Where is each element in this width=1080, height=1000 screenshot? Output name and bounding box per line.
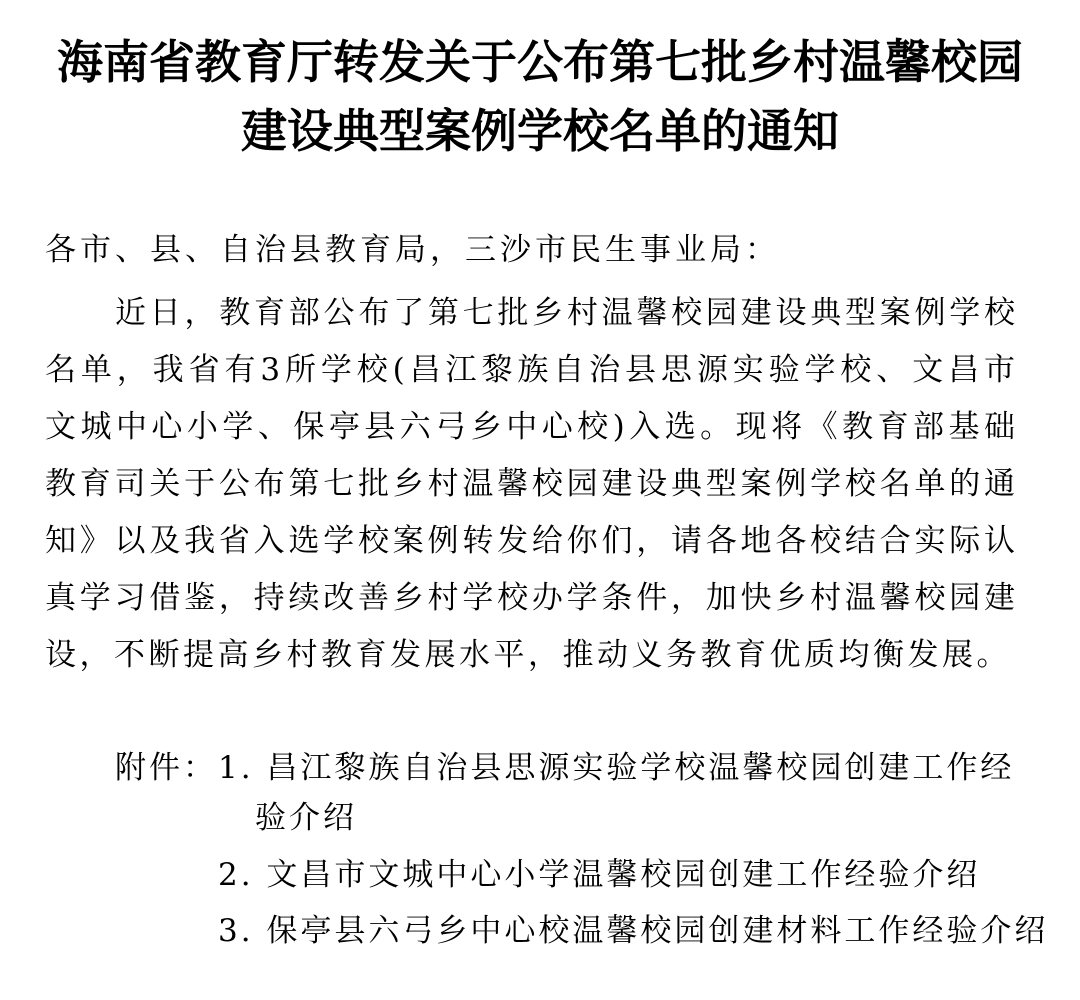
paragraph-line: 近日，教育部公布了第七批乡村温馨校园建设典型案例学校 <box>115 295 1015 331</box>
paragraph-line: 知》以及我省入选学校案例转发给你们，请各地各校结合实际认 <box>45 523 1015 559</box>
paragraph-line: 名单，我省有3所学校(昌江黎族自治县思源实验学校、文昌市 <box>45 352 1015 388</box>
paragraph-line: 设，不断提高乡村教育发展水平，推动义务教育优质均衡发展。 <box>45 637 1011 673</box>
paragraph-line: 教育司关于公布第七批乡村温馨校园建设典型案例学校名单的通 <box>45 466 1015 502</box>
attachment-item-1: 1. 昌江黎族自治县思源实验学校温馨校园创建工作经 <box>218 750 1015 786</box>
attachment-item-2: 2. 文昌市文城中心小学温馨校园创建工作经验介绍 <box>218 857 981 893</box>
attachments-label: 附件： <box>115 750 217 786</box>
salutation: 各市、县、自治县教育局，三沙市民生事业局： <box>45 232 780 268</box>
attachment-item-1-continued: 验介绍 <box>255 800 357 836</box>
document-title-line-2: 建设典型案例学校名单的通知 <box>241 104 839 158</box>
document-title-line-1: 海南省教育厅转发关于公布第七批乡村温馨校园 <box>57 35 1023 89</box>
paragraph-line: 文城中心小学、保亭县六弓乡中心校)入选。现将《教育部基础 <box>45 409 1015 445</box>
paragraph-line: 真学习借鉴，持续改善乡村学校办学条件，加快乡村温馨校园建 <box>45 580 1015 616</box>
attachment-item-3: 3. 保亭县六弓乡中心校温馨校园创建材料工作经验介绍 <box>218 913 1049 949</box>
